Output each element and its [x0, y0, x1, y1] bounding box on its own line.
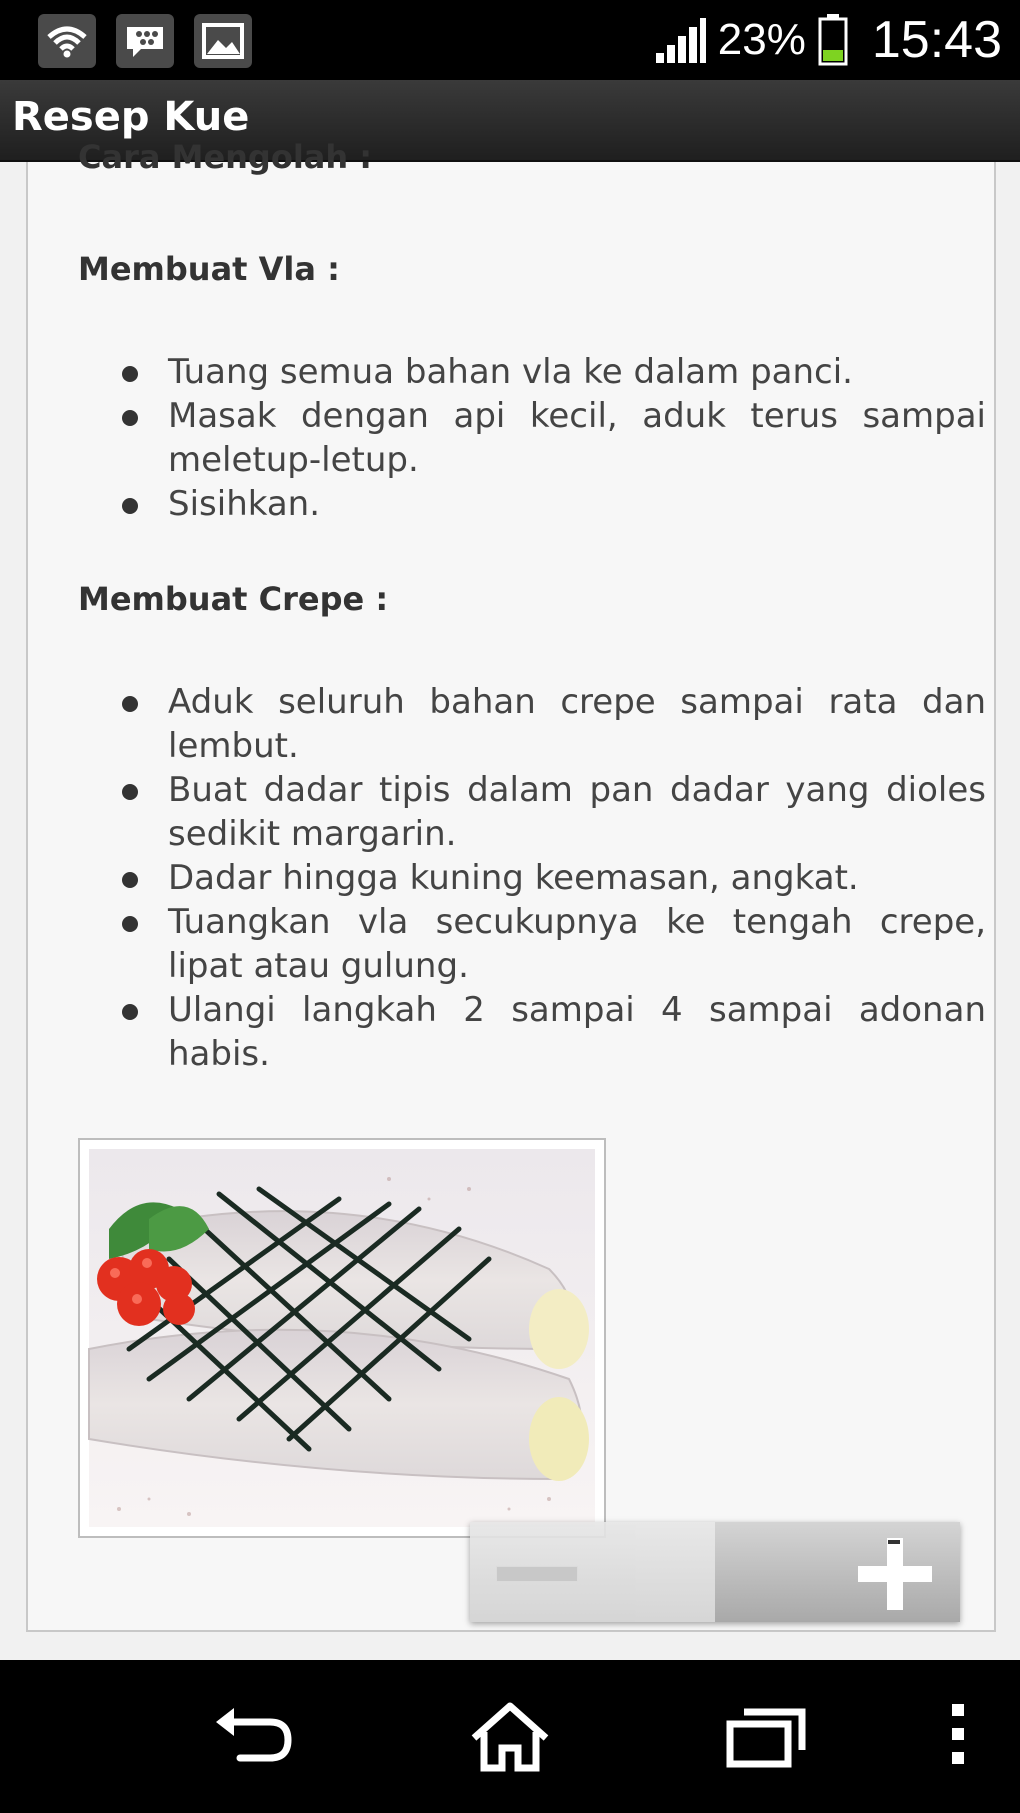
zoom-out-button[interactable] — [470, 1522, 715, 1622]
signal-icon — [654, 17, 706, 63]
section-heading-vla: Membuat Vla : — [78, 250, 340, 288]
gallery-icon — [194, 14, 252, 68]
step-item: Ulangi langkah 2 sampai 4 sampai adonan habis. — [168, 990, 986, 1074]
menu-icon[interactable] — [946, 1700, 970, 1774]
battery-percent: 23% — [717, 15, 806, 64]
step-item: Dadar hingga kuning keemasan, angkat. — [168, 856, 986, 900]
back-icon[interactable] — [210, 1700, 294, 1774]
status-bar — [0, 0, 1020, 80]
article-content[interactable] — [26, 138, 996, 1632]
steps-list-crepe — [168, 680, 986, 1076]
step-item: Buat dadar tipis dalam pan dadar yang dioles sedikit margarin. — [168, 770, 986, 854]
section-heading-crepe: Membuat Crepe : — [78, 580, 389, 618]
zoom-out-icon — [496, 1566, 578, 1582]
navigation-bar — [0, 1660, 1020, 1813]
app-title: Resep Kue — [12, 94, 250, 140]
battery-icon — [818, 14, 848, 66]
step-item: Tuang semua bahan vla ke dalam panci. — [168, 350, 986, 394]
home-icon[interactable] — [468, 1700, 552, 1778]
zoom-in-button[interactable] — [715, 1522, 960, 1622]
step-item: Masak dengan api kecil, aduk terus sampai meletup-letup. — [168, 396, 986, 480]
steps-list-vla — [168, 350, 986, 526]
clock: 15:43 — [871, 11, 1002, 69]
step-item: Tuangkan vla secukupnya ke tengah crepe, lipat atau gulung. — [168, 902, 986, 986]
recent-apps-icon[interactable] — [724, 1700, 808, 1774]
zoom-controls — [470, 1522, 960, 1622]
bbm-icon — [116, 14, 174, 68]
section-heading-cooking: Cara Mengolah : — [78, 138, 373, 176]
wifi-notification-icon — [38, 14, 96, 68]
step-item: Sisihkan. — [168, 482, 986, 526]
crepe-dish-photo — [78, 1138, 606, 1538]
step-item: Aduk seluruh bahan crepe sampai rata dan lembut. — [168, 682, 986, 766]
